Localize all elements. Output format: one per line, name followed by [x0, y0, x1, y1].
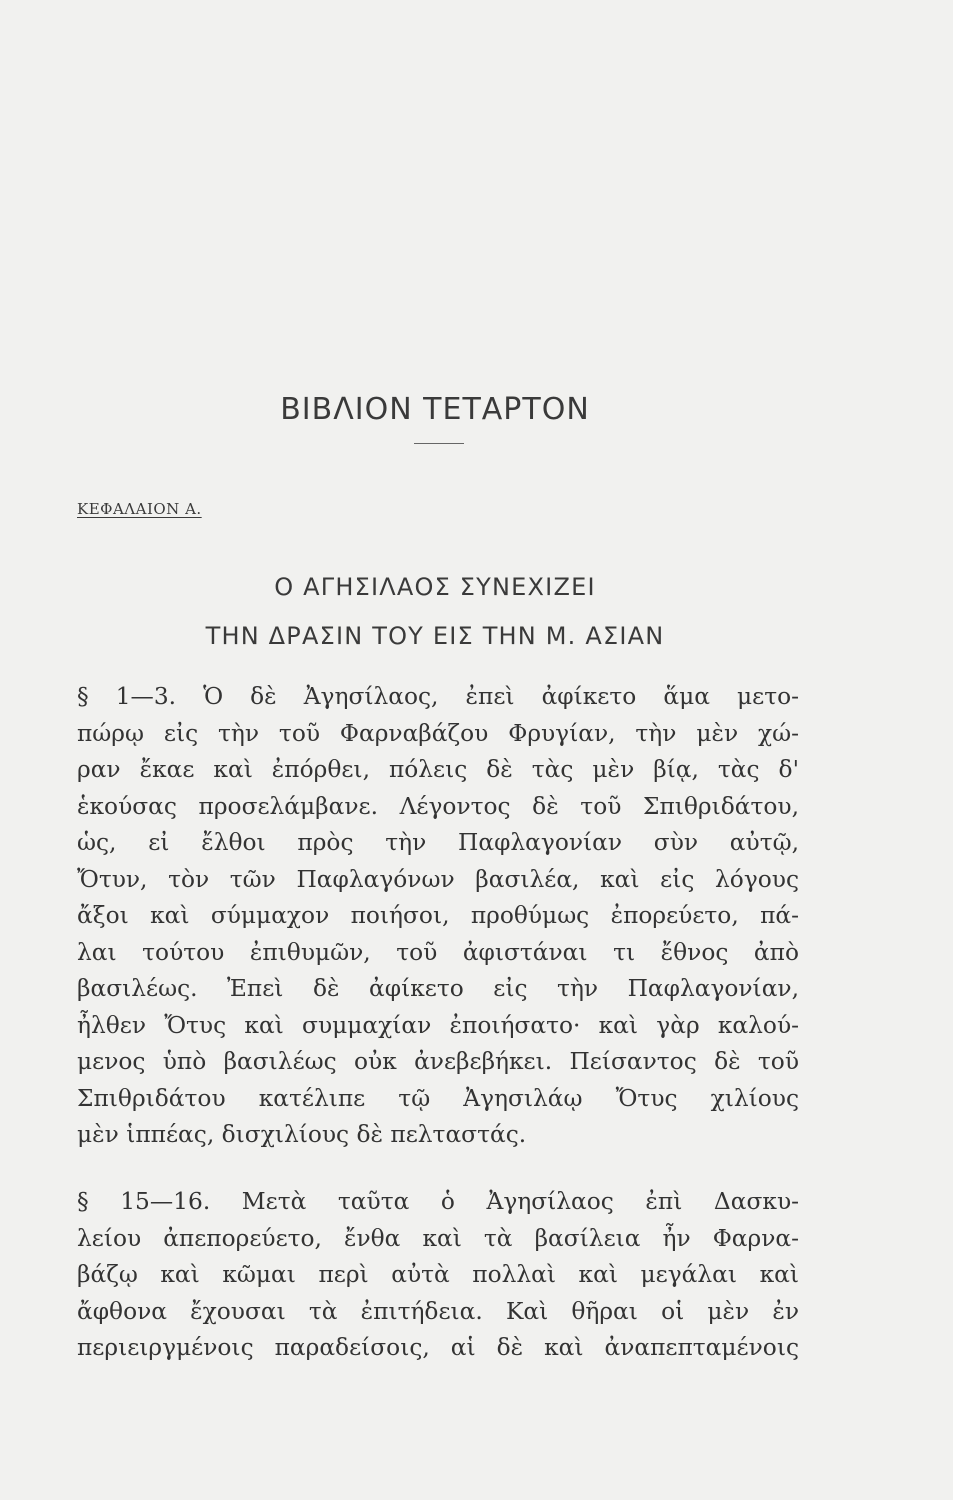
text-line: § 1—3. Ὁ δὲ Ἀγησίλαος, ἐπεὶ ἀφίκετο ἅμα μετο- [77, 683, 799, 710]
text-line: βάζῳ καὶ κῶμαι περὶ αὐτὰ πολλαὶ καὶ μεγάλαι καὶ [77, 1261, 799, 1288]
chapter-heading-line-1: Ο ΑΓΗΣΙΛΑΟΣ ΣΥΝΕΧΙΖΕΙ [274, 573, 596, 601]
text-line: ἦλθεν Ὄτυς καὶ συμμαχίαν ἐποιήσατο· καὶ γὰρ καλού- [77, 1011, 799, 1039]
text-line: § 15—16. Μετὰ ταῦτα ὁ Ἀγησίλαος ἐπὶ Δασκυ- [77, 1188, 799, 1215]
title-divider [414, 443, 464, 444]
book-title: ΒΙΒΛΙΟΝ ΤΕΤΑΡΤΟΝ [280, 392, 590, 427]
text-line: πώρῳ εἰς τὴν τοῦ Φαρναβάζου Φρυγίαν, τὴν μὲν χώ- [77, 719, 799, 747]
text-line: ραν ἔκαε καὶ ἐπόρθει, πόλεις δὲ τὰς μὲν βίᾳ, τὰς δ' [77, 756, 799, 783]
text-line: μενος ὑπὸ βασιλέως οὐκ ἀνεβεβήκει. Πείσαντος δὲ τοῦ [77, 1048, 799, 1075]
text-line: ἄξοι καὶ σύμμαχον ποιήσοι, προθύμως ἐπορεύετο, πά- [77, 902, 799, 929]
text-line: μὲν ἱππέας, δισχιλίους δὲ πελταστάς. [77, 1121, 527, 1148]
text-line: ὡς, εἰ ἔλθοι πρὸς τὴν Παφλαγονίαν σὺν αὐτῷ, [77, 829, 799, 856]
text-line: λείου ἀπεπορεύετο, ἔνθα καὶ τὰ βασίλεια ἦν Φαρνα- [77, 1224, 799, 1252]
text-line: Σπιθριδάτου κατέλιπε τῷ Ἀγησιλάῳ Ὄτυς χιλίους [77, 1084, 799, 1112]
chapter-heading-line-2: ΤΗΝ ΔΡΑΣΙΝ ΤΟΥ ΕΙΣ ΤΗΝ Μ. ΑΣΙΑΝ [205, 622, 665, 650]
text-line: βασιλέως. Ἐπεὶ δὲ ἀφίκετο εἰς τὴν Παφλαγονίαν, [77, 975, 799, 1002]
text-line: ἄφθονα ἔχουσαι τὰ ἐπιτήδεια. Καὶ θῆραι οἱ μὲν ἐν [77, 1297, 799, 1325]
text-line: Ὄτυν, τὸν τῶν Παφλαγόνων βασιλέα, καὶ εἰς λόγους [77, 865, 799, 893]
text-line: περιειργμένοις παραδείσοις, αἱ δὲ καὶ ἀναπεπταμένοις [77, 1334, 799, 1361]
text-line: ἑκούσας προσελάμβανε. Λέγοντος δὲ τοῦ Σπιθριδάτου, [77, 792, 799, 820]
text-line: λαι τούτου ἐπιθυμῶν, τοῦ ἀφιστάναι τι ἔθνος ἀπὸ [77, 938, 799, 966]
chapter-label: ΚΕΦΑΛΑΙΟΝ Α. [77, 500, 202, 518]
